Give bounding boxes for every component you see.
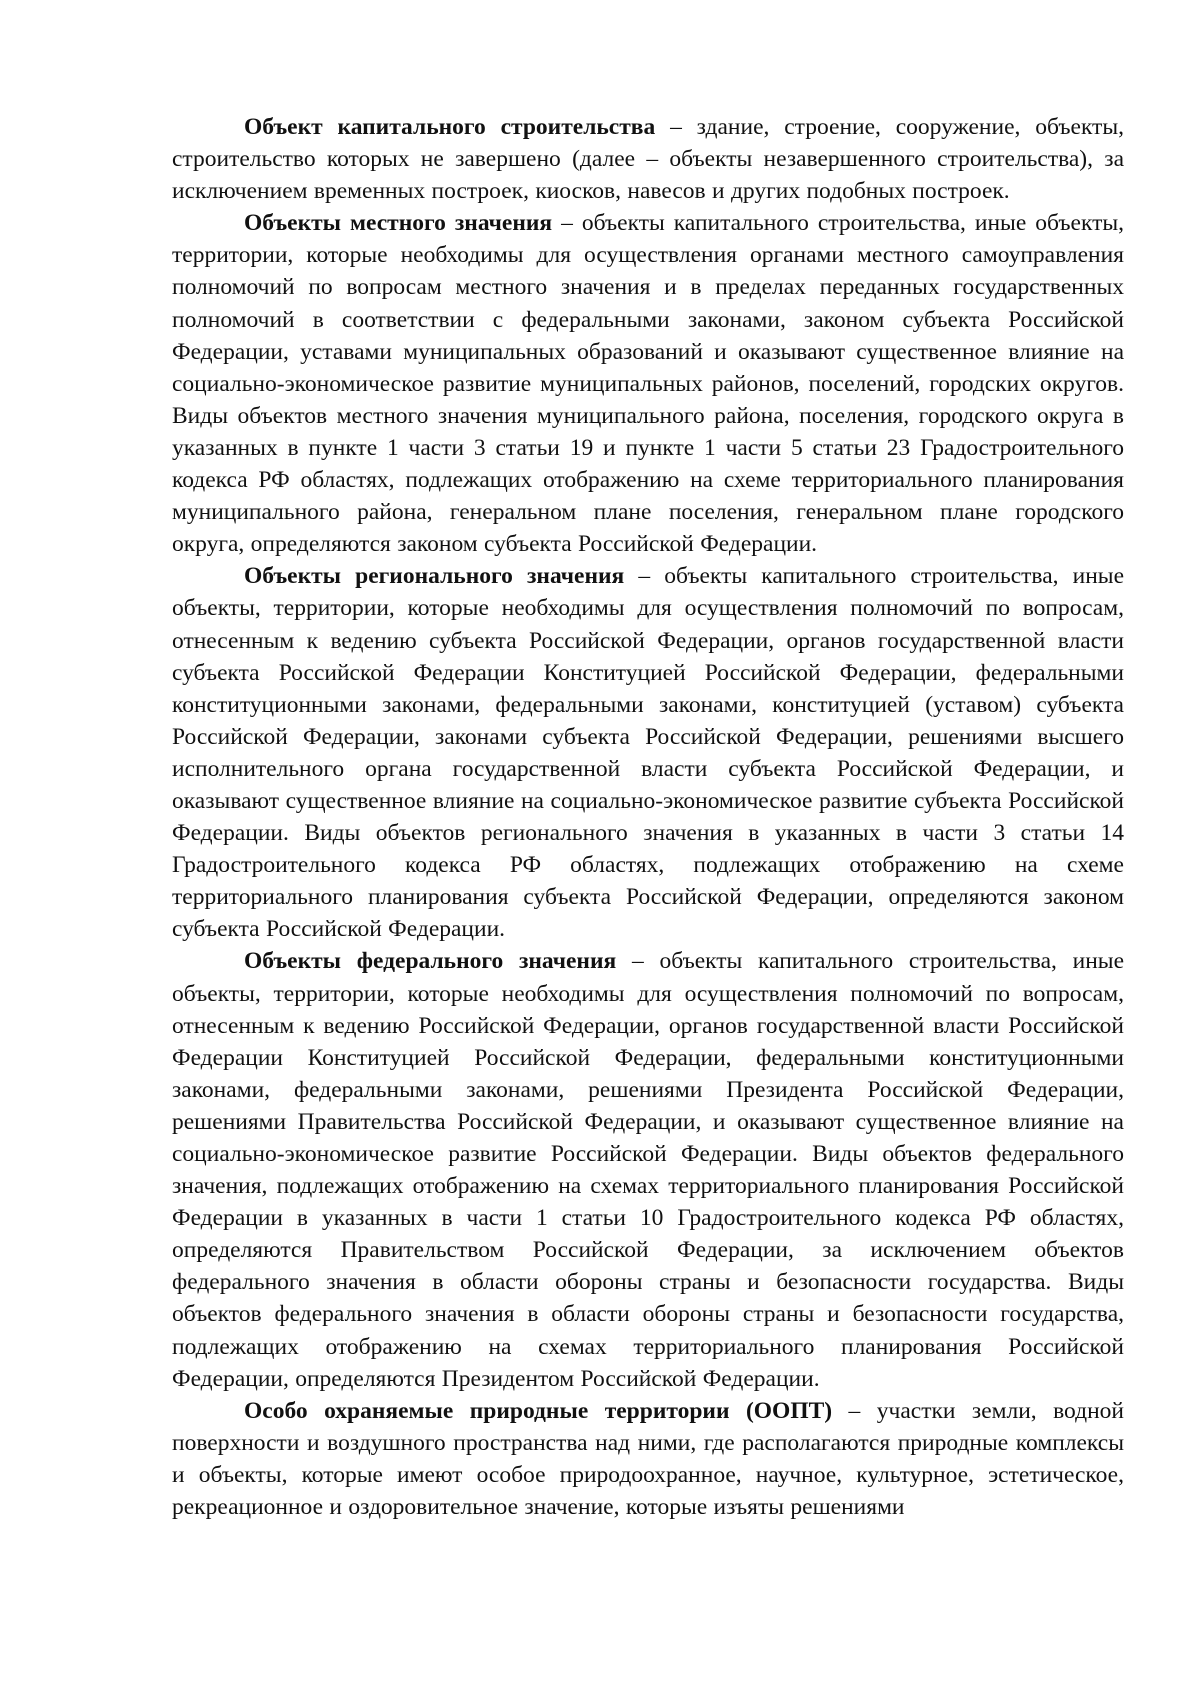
definition-federal-objects bbox=[172, 945, 1124, 1394]
term-federal-objects: Объекты федерального значения bbox=[244, 948, 617, 975]
definition-local-objects bbox=[172, 207, 1124, 560]
term-capital-construction: Объект капитального строительства bbox=[244, 114, 656, 140]
definition-protected-areas bbox=[172, 1395, 1124, 1523]
definition-text: – объекты капитального строительства, иные объекты, территории, которые необходимы для осуществления полномочий по вопросам, отнесенным к ведению субъекта Российской Федерации, органов государственной власти субъекта Российской Федерации Конституцией Российской Федерации, федеральными конституционными законами, федеральными законами, конституцией (уставом) субъекта Российской Федерации, законами субъекта Российской Федерации, решениями высшего исполнительного органа государственной власти субъекта Российской Федерации, и оказывают существенное влияние на социально-экономическое развитие субъекта Российской Федерации. Виды объектов регионального значения в указанных в части 3 статьи 14 Градостроительного кодекса РФ областях, подлежащих отображению на схеме территориального планирования субъекта Российской Федерации, определяются законом субъекта Российской Федерации. bbox=[172, 563, 1125, 943]
definition-text: – объекты капитального строительства, иные объекты, территории, которые необходимы для осуществления полномочий по вопросам, отнесенным к ведению Российской Федерации, органов государственной власти Российской Федерации Конституцией Российской Федерации, федеральными конституционными законами, федеральными законами, решениями Президента Российской Федерации, решениями Правительства Российской Федерации, и оказывают существенное влияние на социально-экономическое развитие Российской Федерации. Виды объектов федерального значения, подлежащих отображению на схемах территориального планирования Российской Федерации в указанных в части 1 статьи 10 Градостроительного кодекса РФ областях, определяются Правительством Российской Федерации, за исключением объектов федерального значения в области обороны страны и безопасности государства. Виды объектов федерального значения в области обороны страны и безопасности государства, подлежащих отображению на схемах территориального планирования Российской Федерации, определяются Президентом Российской Федерации. bbox=[172, 948, 1124, 1392]
definition-text: – объекты капитального строительства, иные объекты, территории, которые необходимы для осуществления органами местного самоуправления полномочий по вопросам местного значения и в пределах переданных государственных полномочий в соответствии с федеральными законами, законом субъекта Российской Федерации, уставами муниципальных образований и оказывают существенное влияние на социально-экономическое развитие муниципальных районов, поселений, городских округов. Виды объектов местного значения муниципального района, поселения, городского округа в указанных в пункте 1 части 3 статьи 19 и пункте 1 части 5 статьи 23 Градостроительного кодекса РФ областях, подлежащих отображению на схеме территориального планирования муниципального района, генеральном плане поселения, генеральном плане городского округа, определяются законом субъекта Российской Федерации. bbox=[172, 210, 1124, 558]
definition-text: – участки земли, водной поверхности и воздушного пространства над ними, где располагаются природные комплексы и объекты, которые имеют особое природоохранное, научное, культурное, эстетическое, рекреационное и оздоровительное значение, которые изъяты решениями bbox=[172, 1397, 1124, 1521]
definition-capital-construction bbox=[172, 111, 1124, 207]
term-protected-areas: Особо охраняемые природные территории (ООПТ) bbox=[244, 1397, 833, 1424]
term-local-objects: Объекты местного значения bbox=[244, 210, 553, 237]
term-regional-objects: Объекты регионального значения bbox=[244, 563, 625, 590]
definition-text: – здание, строение, сооружение, объекты, строительство которых не завершено (далее – объекты незавершенного строительства), за исключением временных построек, киосков, навесов и других подобных построек. bbox=[172, 114, 1124, 205]
definition-regional-objects bbox=[172, 560, 1124, 945]
